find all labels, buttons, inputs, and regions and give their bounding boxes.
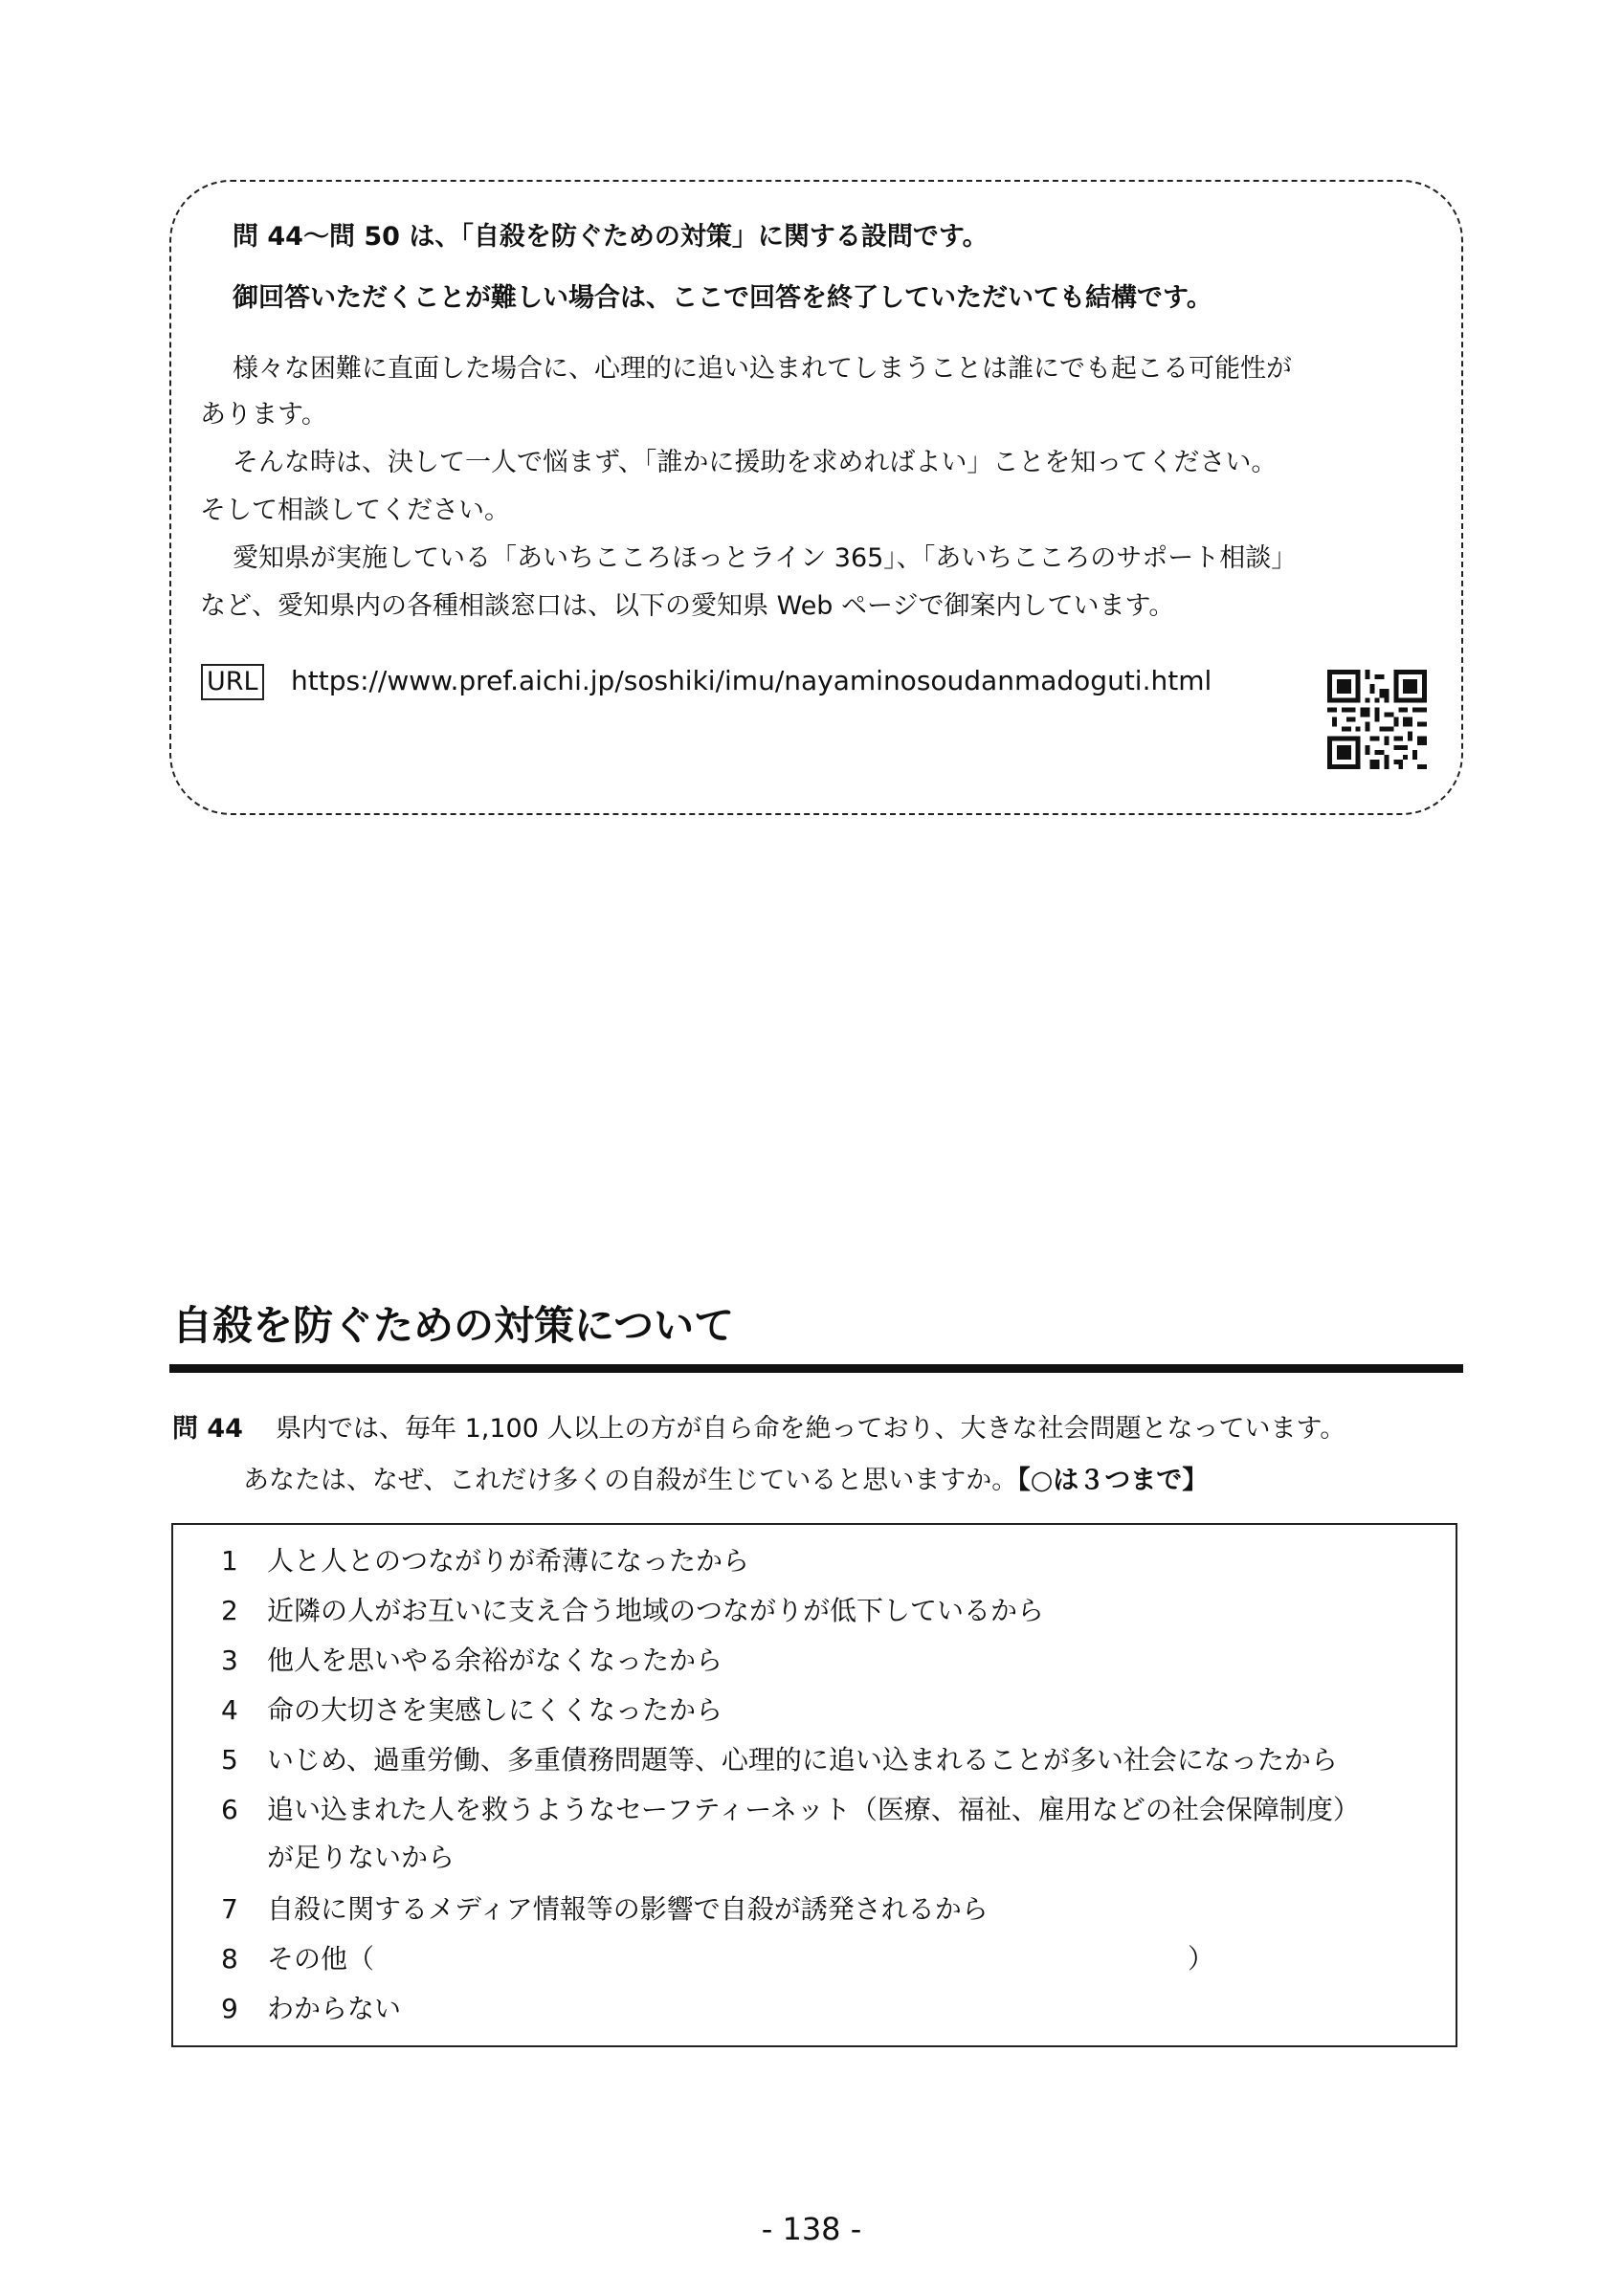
notice-heading-2: 御回答いただくことが難しい場合は、ここで回答を終了していただいても結構です。 bbox=[233, 283, 1212, 313]
option-text: 命の大切さを実感しにくくなったから bbox=[267, 1694, 723, 1726]
option-text: 他人を思いやる余裕がなくなったから bbox=[267, 1645, 723, 1676]
option-number: 5 bbox=[221, 1744, 238, 1776]
question-text-line-2-body: あなたは、なぜ、これだけ多くの自殺が生じていると思いますか。 bbox=[243, 1466, 1018, 1495]
other-free-text-field[interactable] bbox=[319, 1940, 1276, 1978]
option-number: 9 bbox=[221, 1993, 238, 2024]
answer-limit-instruction: 【○は３つまで】 bbox=[1017, 1466, 1209, 1495]
notice-paragraph-1-line-2: あります。 bbox=[200, 400, 327, 430]
qr-code-icon bbox=[1327, 670, 1427, 769]
notice-paragraph-3-line-2: など、愛知県内の各種相談窓口は、以下の愛知県 Web ページで御案内しています。 bbox=[200, 591, 1175, 621]
option-number: 6 bbox=[221, 1794, 238, 1825]
option-number: 3 bbox=[221, 1645, 238, 1676]
option-number: 8 bbox=[221, 1943, 238, 1975]
notice-paragraph-2-line-2: そして相談してください。 bbox=[200, 496, 510, 525]
option-number: 1 bbox=[221, 1545, 238, 1577]
question-number: 問 44 bbox=[172, 1414, 243, 1444]
option-number: 7 bbox=[221, 1893, 238, 1925]
notice-heading-1: 問 44～問 50 は、「自殺を防ぐための対策」に関する設問です。 bbox=[233, 222, 989, 252]
page-number: - 138 - bbox=[761, 2211, 862, 2247]
notice-paragraph-2-line-1: そんな時は、決して一人で悩まず、「誰かに援助を求めればよい」ことを知ってください。 bbox=[233, 448, 1278, 477]
notice-paragraph-1-line-1: 様々な困難に直面した場合に、心理的に追い込まれてしまうことは誰にでも起こる可能性が bbox=[233, 354, 1292, 384]
option-close-paren: ） bbox=[1188, 1943, 1215, 1975]
answer-options-box bbox=[171, 1523, 1457, 2047]
url-label: URL bbox=[201, 664, 264, 700]
option-text: 自殺に関するメディア情報等の影響で自殺が誘発されるから bbox=[267, 1893, 989, 1925]
option-text: わからない bbox=[267, 1993, 402, 2024]
question-text-line-1: 県内では、毎年 1,100 人以上の方が自ら命を絶っており、大きな社会問題となっています。 bbox=[276, 1414, 1346, 1444]
option-text: その他（ bbox=[267, 1943, 375, 1975]
notice-box bbox=[169, 180, 1463, 815]
section-divider bbox=[169, 1364, 1463, 1373]
option-text: 人と人とのつながりが希薄になったから bbox=[267, 1545, 750, 1577]
notice-paragraph-3-line-1: 愛知県が実施している「あいちこころほっとライン 365」、「あいちこころのサポート相談」 bbox=[233, 543, 1298, 573]
option-text: いじめ、過重労働、多重債務問題等、心理的に追い込まれることが多い社会になったから bbox=[267, 1744, 1338, 1776]
section-title: 自殺を防ぐための対策について bbox=[172, 1302, 735, 1349]
option-text: 追い込まれた人を救うようなセーフティーネット（医療、福祉、雇用などの社会保障制度） bbox=[267, 1794, 1360, 1825]
consultation-url-link[interactable]: https://www.pref.aichi.jp/soshiki/imu/nayaminosoudanmadoguti.html bbox=[291, 665, 1212, 696]
option-number: 2 bbox=[221, 1595, 238, 1626]
option-number: 4 bbox=[221, 1694, 238, 1726]
question-text-line-2 bbox=[243, 1462, 1208, 1500]
option-text: 近隣の人がお互いに支え合う地域のつながりが低下しているから bbox=[267, 1595, 1045, 1626]
option-text-continued: が足りないから bbox=[267, 1842, 456, 1873]
